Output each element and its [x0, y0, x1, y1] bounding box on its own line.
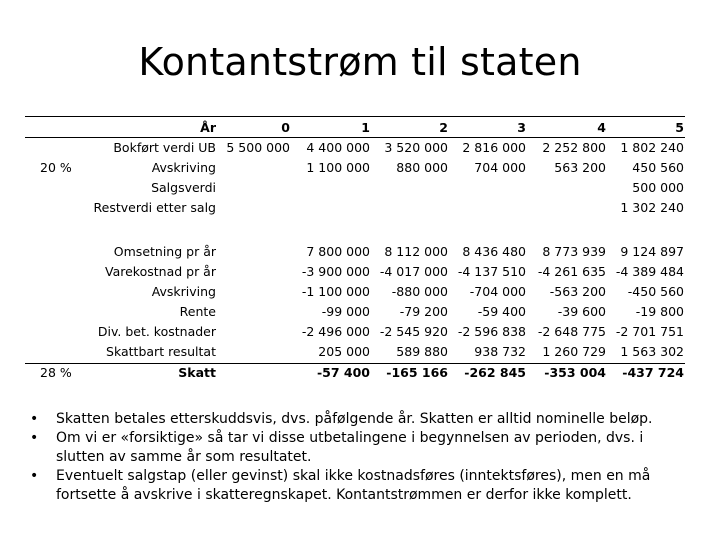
table-cell: -4 017 000 — [379, 264, 448, 279]
depreciation-rate: 20 % — [40, 160, 72, 175]
table-cell: -39 600 — [557, 304, 606, 319]
table-cell: -2 596 838 — [457, 324, 526, 339]
table-row — [0, 342, 720, 362]
table-cell: -2 648 775 — [537, 324, 606, 339]
table-cell: 9 124 897 — [620, 244, 684, 259]
header-year: 4 — [597, 120, 606, 135]
table-cell: -79 200 — [399, 304, 448, 319]
table-cell: -57 400 — [316, 365, 370, 380]
bullet-text: Eventuelt salgstap (eller gevinst) skal ikke kostnadsføres (inntektsføres), men en må fortsette å avskrive i skatteregnskapet. Kontantstrømmen er derfor ikke komplett. — [56, 468, 651, 503]
table-cell: 7 800 000 — [306, 244, 370, 259]
table-cell: -99 000 — [321, 304, 370, 319]
header-year: 0 — [281, 120, 290, 135]
table-cell: -4 261 635 — [537, 264, 606, 279]
row-label: Salgsverdi — [151, 180, 216, 195]
table-cell: 2 816 000 — [462, 140, 526, 155]
table-cell: 563 200 — [554, 160, 606, 175]
table-cell: -165 166 — [386, 365, 448, 380]
table-row-tax — [0, 363, 720, 383]
table-cell: -4 389 484 — [615, 264, 684, 279]
table-cell: -437 724 — [622, 365, 684, 380]
table-row — [0, 158, 720, 178]
table-cell: 3 520 000 — [384, 140, 448, 155]
table-cell: -1 100 000 — [301, 284, 370, 299]
table-cell: 589 880 — [396, 344, 448, 359]
table-row — [0, 138, 720, 158]
header-year: 3 — [517, 120, 526, 135]
table-cell: -2 496 000 — [301, 324, 370, 339]
table-cell: 500 000 — [632, 180, 684, 195]
table-cell: 450 560 — [632, 160, 684, 175]
row-label: Skattbart resultat — [106, 344, 216, 359]
row-label: Restverdi etter salg — [93, 200, 216, 215]
table-cell: 880 000 — [396, 160, 448, 175]
table-cell: -2 701 751 — [615, 324, 684, 339]
header-year: 2 — [439, 120, 448, 135]
table-cell: 4 400 000 — [306, 140, 370, 155]
bullet-text: Skatten betales etterskuddsvis, dvs. påfølgende år. Skatten er alltid nominelle beløp. — [56, 411, 653, 427]
table-cell: 1 563 302 — [620, 344, 684, 359]
list-item — [28, 429, 688, 467]
bullet-list — [28, 410, 688, 505]
table-cell: -19 800 — [635, 304, 684, 319]
table-row — [0, 242, 720, 262]
bullet-icon: • — [30, 468, 39, 484]
table-cell: -59 400 — [477, 304, 526, 319]
row-label: Skatt — [178, 365, 216, 380]
table-cell: -353 004 — [544, 365, 606, 380]
row-label: Div. bet. kostnader — [97, 324, 216, 339]
table-cell: -2 545 920 — [379, 324, 448, 339]
table-cell: -704 000 — [469, 284, 526, 299]
table-cell: 8 112 000 — [384, 244, 448, 259]
row-label: Varekostnad pr år — [105, 264, 216, 279]
table-top-rule — [25, 116, 685, 117]
table-cell: 8 436 480 — [462, 244, 526, 259]
table-cell: 8 773 939 — [542, 244, 606, 259]
header-label: År — [200, 120, 216, 135]
row-label: Avskriving — [151, 160, 216, 175]
table-row — [0, 262, 720, 282]
bullet-icon: • — [30, 430, 39, 446]
table-row — [0, 302, 720, 322]
slide-title: Kontantstrøm til staten — [138, 40, 582, 84]
table-cell: 938 732 — [474, 344, 526, 359]
table-cell: 1 302 240 — [620, 200, 684, 215]
table-cell: -262 845 — [464, 365, 526, 380]
bullet-text: Om vi er «forsiktige» så tar vi disse utbetalingene i begynnelsen av perioden, dvs. i slutten av samme år som resultatet. — [56, 430, 644, 465]
header-year: 1 — [361, 120, 370, 135]
row-label: Bokført verdi UB — [113, 140, 216, 155]
table-cell: 1 802 240 — [620, 140, 684, 155]
table-cell: 1 260 729 — [542, 344, 606, 359]
tax-rate: 28 % — [40, 365, 72, 380]
table-cell: 205 000 — [318, 344, 370, 359]
table-cell: -880 000 — [391, 284, 448, 299]
table-row — [0, 322, 720, 342]
table-row — [0, 198, 720, 218]
table-cell: 1 100 000 — [306, 160, 370, 175]
table-cell: -4 137 510 — [457, 264, 526, 279]
table-header-row — [0, 118, 720, 138]
header-year: 5 — [675, 120, 684, 135]
table-cell: -3 900 000 — [301, 264, 370, 279]
row-label: Omsetning pr år — [113, 244, 216, 259]
list-item — [28, 410, 688, 429]
bullet-icon: • — [30, 411, 39, 427]
row-label: Rente — [179, 304, 216, 319]
list-item — [28, 467, 688, 505]
table-row — [0, 178, 720, 198]
table-cell: 2 252 800 — [542, 140, 606, 155]
table-cell: 5 500 000 — [226, 140, 290, 155]
row-label: Avskriving — [151, 284, 216, 299]
table-row — [0, 282, 720, 302]
table-cell: -450 560 — [627, 284, 684, 299]
table-cell: -563 200 — [549, 284, 606, 299]
table-cell: 704 000 — [474, 160, 526, 175]
